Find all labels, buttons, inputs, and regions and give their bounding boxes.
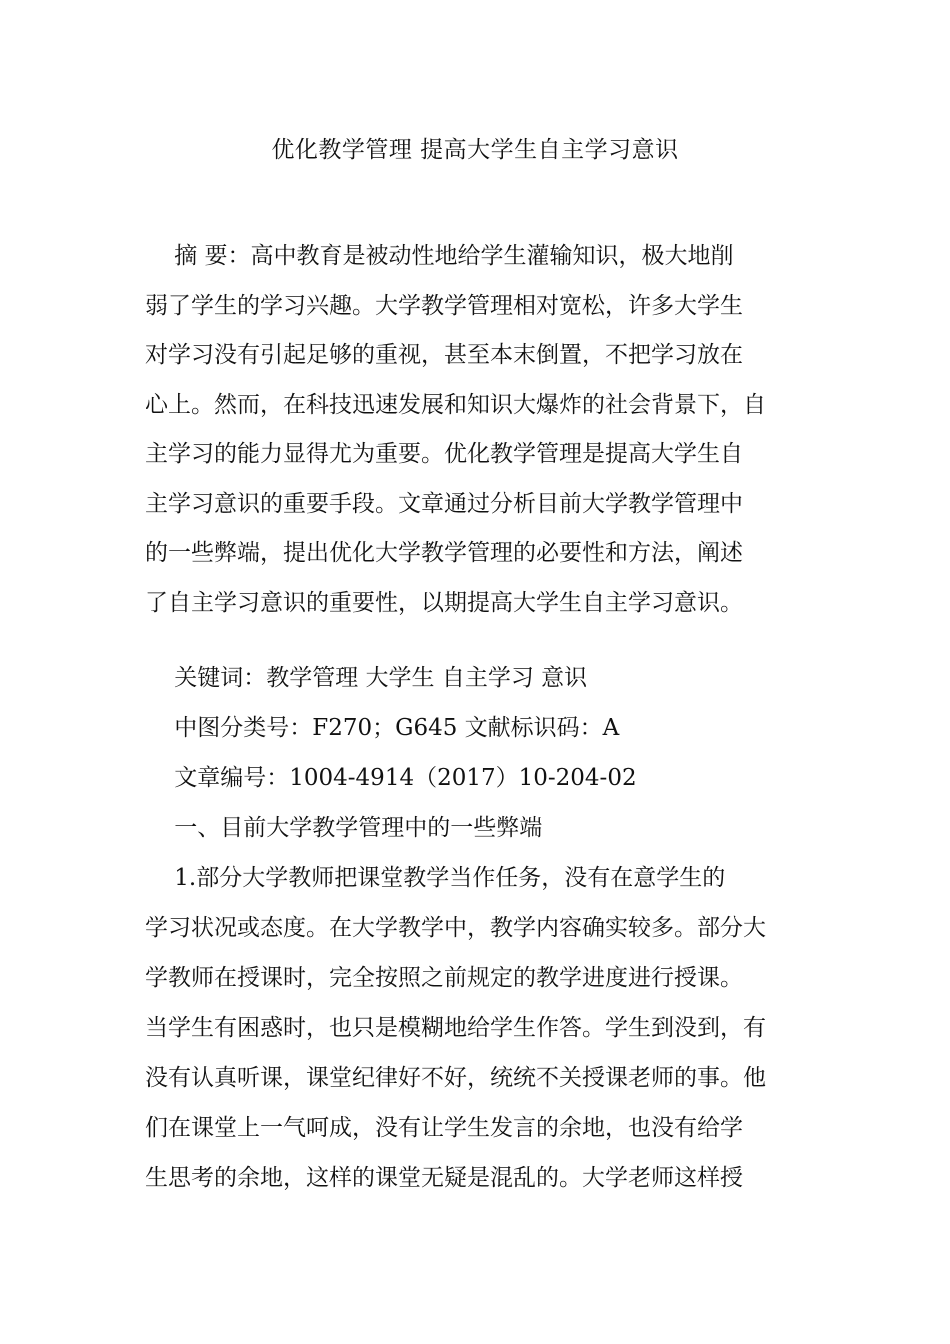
- body-line: 们在课堂上一气呵成，没有让学生发言的余地，也没有给学: [145, 1115, 743, 1141]
- body-line: 没有认真听课，课堂纪律好不好，统统不关授课老师的事。他: [145, 1065, 766, 1091]
- body-line: 学教师在授课时，完全按照之前规定的教学进度进行授课。: [145, 965, 743, 991]
- abstract-line: 弱了学生的学习兴趣。大学教学管理相对宽松，许多大学生: [145, 292, 743, 319]
- article-number-line: 文章编号：1004-4914（2017）10-204-02: [145, 765, 637, 791]
- keywords-line: 关键词：教学管理 大学生 自主学习 意识: [145, 665, 588, 691]
- abstract-line: 对学习没有引起足够的重视，甚至本末倒置，不把学习放在: [145, 342, 743, 368]
- body-line: 学习状况或态度。在大学教学中，教学内容确实较多。部分大: [145, 915, 766, 941]
- abstract-line: 主学习的能力显得尤为重要。优化教学管理是提高大学生自: [145, 441, 743, 467]
- abstract-line: 的一些弊端，提出优化大学教学管理的必要性和方法，阐述: [145, 540, 743, 566]
- abstract-line: 了自主学习意识的重要性，以期提高大学生自主学习意识。: [145, 589, 743, 616]
- body-line: 生思考的余地，这样的课堂无疑是混乱的。大学老师这样授: [145, 1165, 743, 1191]
- body-line: 当学生有困惑时，也只是模糊地给学生作答。学生到没到，有: [145, 1015, 766, 1041]
- body-line: 1.部分大学教师把课堂教学当作任务，没有在意学生的: [145, 865, 726, 891]
- abstract-line: 主学习意识的重要手段。文章通过分析目前大学教学管理中: [145, 490, 743, 517]
- abstract-line: 心上。然而，在科技迅速发展和知识大爆炸的社会背景下，自: [145, 391, 766, 418]
- abstract-line: 摘 要：高中教育是被动性地给学生灌输知识，极大地削: [145, 243, 734, 269]
- abstract: [145, 232, 825, 628]
- paper-title: 优化教学管理 提高大学生自主学习意识: [271, 137, 679, 163]
- section-heading: 一、目前大学教学管理中的一些弊端: [145, 815, 543, 841]
- classification-line: 中图分类号：F270；G645 文献标识码：A: [145, 715, 620, 741]
- body-section: [145, 653, 825, 1203]
